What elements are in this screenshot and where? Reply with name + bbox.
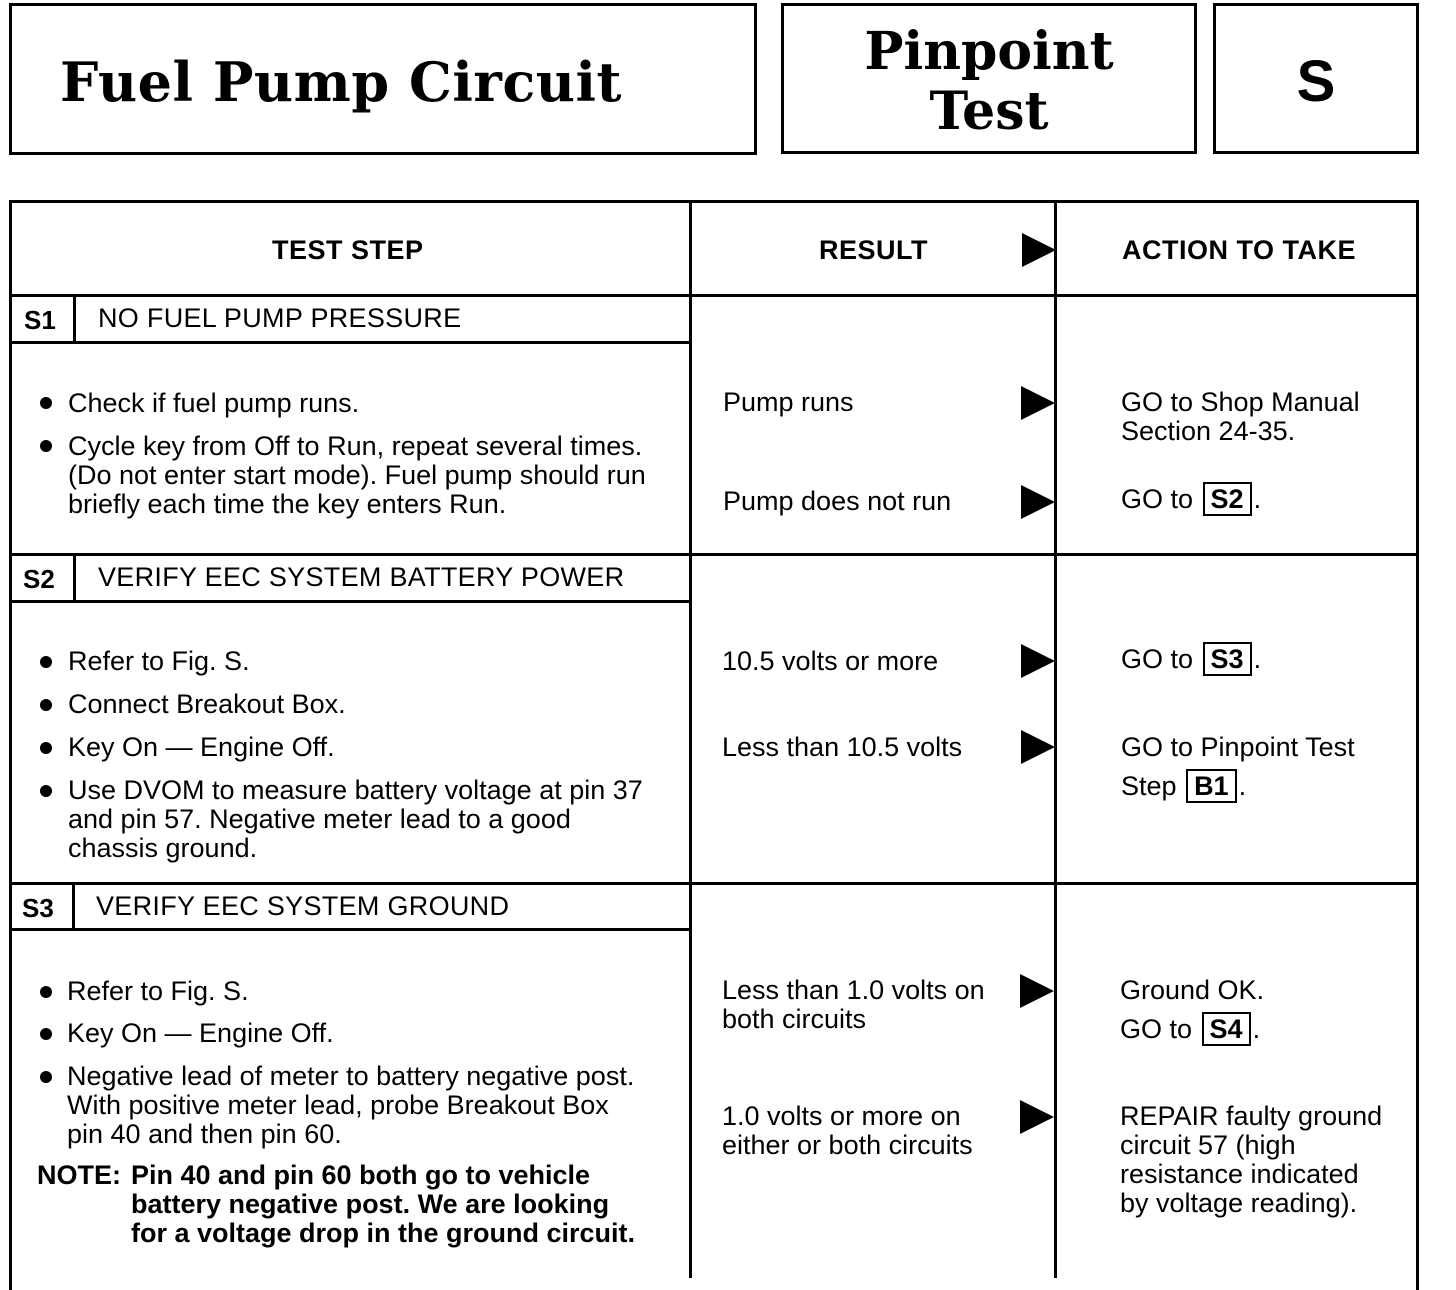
s2-instruction: Refer to Fig. S. bbox=[68, 646, 250, 676]
bullet-icon bbox=[40, 1028, 52, 1040]
s3-result: either or both circuits bbox=[722, 1130, 973, 1160]
step-number-s2: S2 bbox=[23, 564, 55, 594]
s2-instruction: and pin 57. Negative meter lead to a good bbox=[68, 804, 571, 834]
result-arrow-icon bbox=[1021, 485, 1055, 519]
s2-result: Less than 10.5 volts bbox=[722, 732, 963, 762]
note-text: for a voltage drop in the ground circuit. bbox=[131, 1218, 636, 1248]
pinpoint-test-label bbox=[784, 22, 1194, 142]
s3-action: circuit 57 (high bbox=[1120, 1130, 1296, 1160]
step-number-s3: S3 bbox=[22, 893, 54, 923]
s1-action: Section 24-35. bbox=[1121, 416, 1296, 446]
pinpoint-test-box bbox=[781, 3, 1197, 154]
s3-action: Ground OK. bbox=[1120, 975, 1265, 1005]
step-ref-s3: S3 bbox=[1203, 642, 1252, 676]
bullet-icon bbox=[40, 785, 52, 797]
step-number-s1: S1 bbox=[24, 305, 56, 335]
header-row-divider bbox=[9, 294, 1419, 297]
result-arrow-icon bbox=[1020, 1100, 1054, 1134]
bullet-icon bbox=[40, 397, 52, 409]
s3-result: 1.0 volts or more on bbox=[722, 1101, 961, 1131]
step-title-s1: NO FUEL PUMP PRESSURE bbox=[98, 303, 462, 333]
s2-action: GO to S3 . bbox=[1121, 644, 1262, 674]
s2-header-divider bbox=[9, 600, 692, 603]
pinpoint-line-2: Test bbox=[929, 81, 1049, 142]
result-arrow-icon bbox=[1020, 974, 1054, 1008]
s1-instruction: (Do not enter start mode). Fuel pump should run bbox=[68, 460, 646, 490]
s3-number-divider bbox=[72, 885, 75, 931]
s1-action: GO to S2 . bbox=[1121, 484, 1262, 514]
s1-instruction: Cycle key from Off to Run, repeat several times. bbox=[68, 431, 643, 461]
bullet-icon bbox=[40, 742, 52, 754]
result-arrow-icon bbox=[1021, 644, 1055, 678]
s1-action: GO to Shop Manual bbox=[1121, 387, 1360, 417]
result-arrow-icon bbox=[1022, 233, 1056, 267]
s1-header-divider bbox=[9, 341, 692, 344]
s3-instruction: With positive meter lead, probe Breakout Box bbox=[67, 1090, 609, 1120]
s3-result: both circuits bbox=[722, 1004, 867, 1034]
s2-row-divider bbox=[9, 882, 1419, 885]
s2-instruction: Key On — Engine Off. bbox=[68, 732, 335, 762]
page-title: Fuel Pump Circuit bbox=[60, 50, 622, 114]
test-letter: S bbox=[1296, 49, 1336, 114]
s2-action: GO to Pinpoint Test bbox=[1121, 732, 1355, 762]
step-ref-b1: B1 bbox=[1186, 769, 1237, 803]
step-title-s3: VERIFY EEC SYSTEM GROUND bbox=[96, 891, 510, 921]
column-header-result: RESULT bbox=[819, 235, 928, 265]
s1-row-divider bbox=[9, 553, 1419, 556]
s2-result: 10.5 volts or more bbox=[722, 646, 939, 676]
s3-action: REPAIR faulty ground bbox=[1120, 1101, 1383, 1131]
s3-action: GO to S4 . bbox=[1120, 1014, 1261, 1044]
bullet-icon bbox=[40, 656, 52, 668]
bullet-icon bbox=[40, 1071, 52, 1083]
step-ref-s4: S4 bbox=[1202, 1012, 1251, 1046]
column-header-test-step: TEST STEP bbox=[272, 235, 424, 265]
s1-result: Pump runs bbox=[723, 387, 854, 417]
bullet-icon bbox=[40, 986, 52, 998]
s3-action: resistance indicated bbox=[1120, 1159, 1359, 1189]
s1-instruction: Check if fuel pump runs. bbox=[68, 388, 360, 418]
bullet-icon bbox=[40, 699, 52, 711]
s3-instruction: Negative lead of meter to battery negative post. bbox=[67, 1061, 635, 1091]
s2-instruction: Use DVOM to measure battery voltage at pin 37 bbox=[68, 775, 643, 805]
s2-action: Step B1 . bbox=[1121, 771, 1247, 801]
pinpoint-line-1: Pinpoint bbox=[864, 21, 1114, 82]
note-text: Pin 40 and pin 60 both go to vehicle bbox=[131, 1160, 591, 1190]
bullet-icon bbox=[40, 440, 52, 452]
step-ref-s2: S2 bbox=[1203, 482, 1252, 516]
s1-number-divider bbox=[73, 297, 76, 343]
result-arrow-icon bbox=[1021, 386, 1055, 420]
s1-instruction: briefly each time the key enters Run. bbox=[68, 489, 507, 519]
s3-result: Less than 1.0 volts on bbox=[722, 975, 985, 1005]
s3-instruction: pin 40 and then pin 60. bbox=[67, 1119, 342, 1149]
s3-action: by voltage reading). bbox=[1120, 1188, 1358, 1218]
s2-instruction: Connect Breakout Box. bbox=[68, 689, 346, 719]
s3-instruction: Key On — Engine Off. bbox=[67, 1018, 334, 1048]
step-title-s2: VERIFY EEC SYSTEM BATTERY POWER bbox=[98, 562, 625, 592]
column-header-action: ACTION TO TAKE bbox=[1122, 235, 1356, 265]
s2-number-divider bbox=[73, 556, 76, 602]
result-arrow-icon bbox=[1021, 730, 1055, 764]
divider-col-1 bbox=[689, 200, 692, 1278]
s2-instruction: chassis ground. bbox=[68, 833, 258, 863]
title-box bbox=[9, 3, 757, 155]
s3-header-divider bbox=[9, 928, 692, 931]
s1-result: Pump does not run bbox=[723, 486, 952, 516]
note-text: battery negative post. We are looking bbox=[131, 1189, 610, 1219]
note-label: NOTE: bbox=[37, 1160, 121, 1190]
test-letter-box bbox=[1213, 3, 1419, 154]
s3-instruction: Refer to Fig. S. bbox=[67, 976, 249, 1006]
